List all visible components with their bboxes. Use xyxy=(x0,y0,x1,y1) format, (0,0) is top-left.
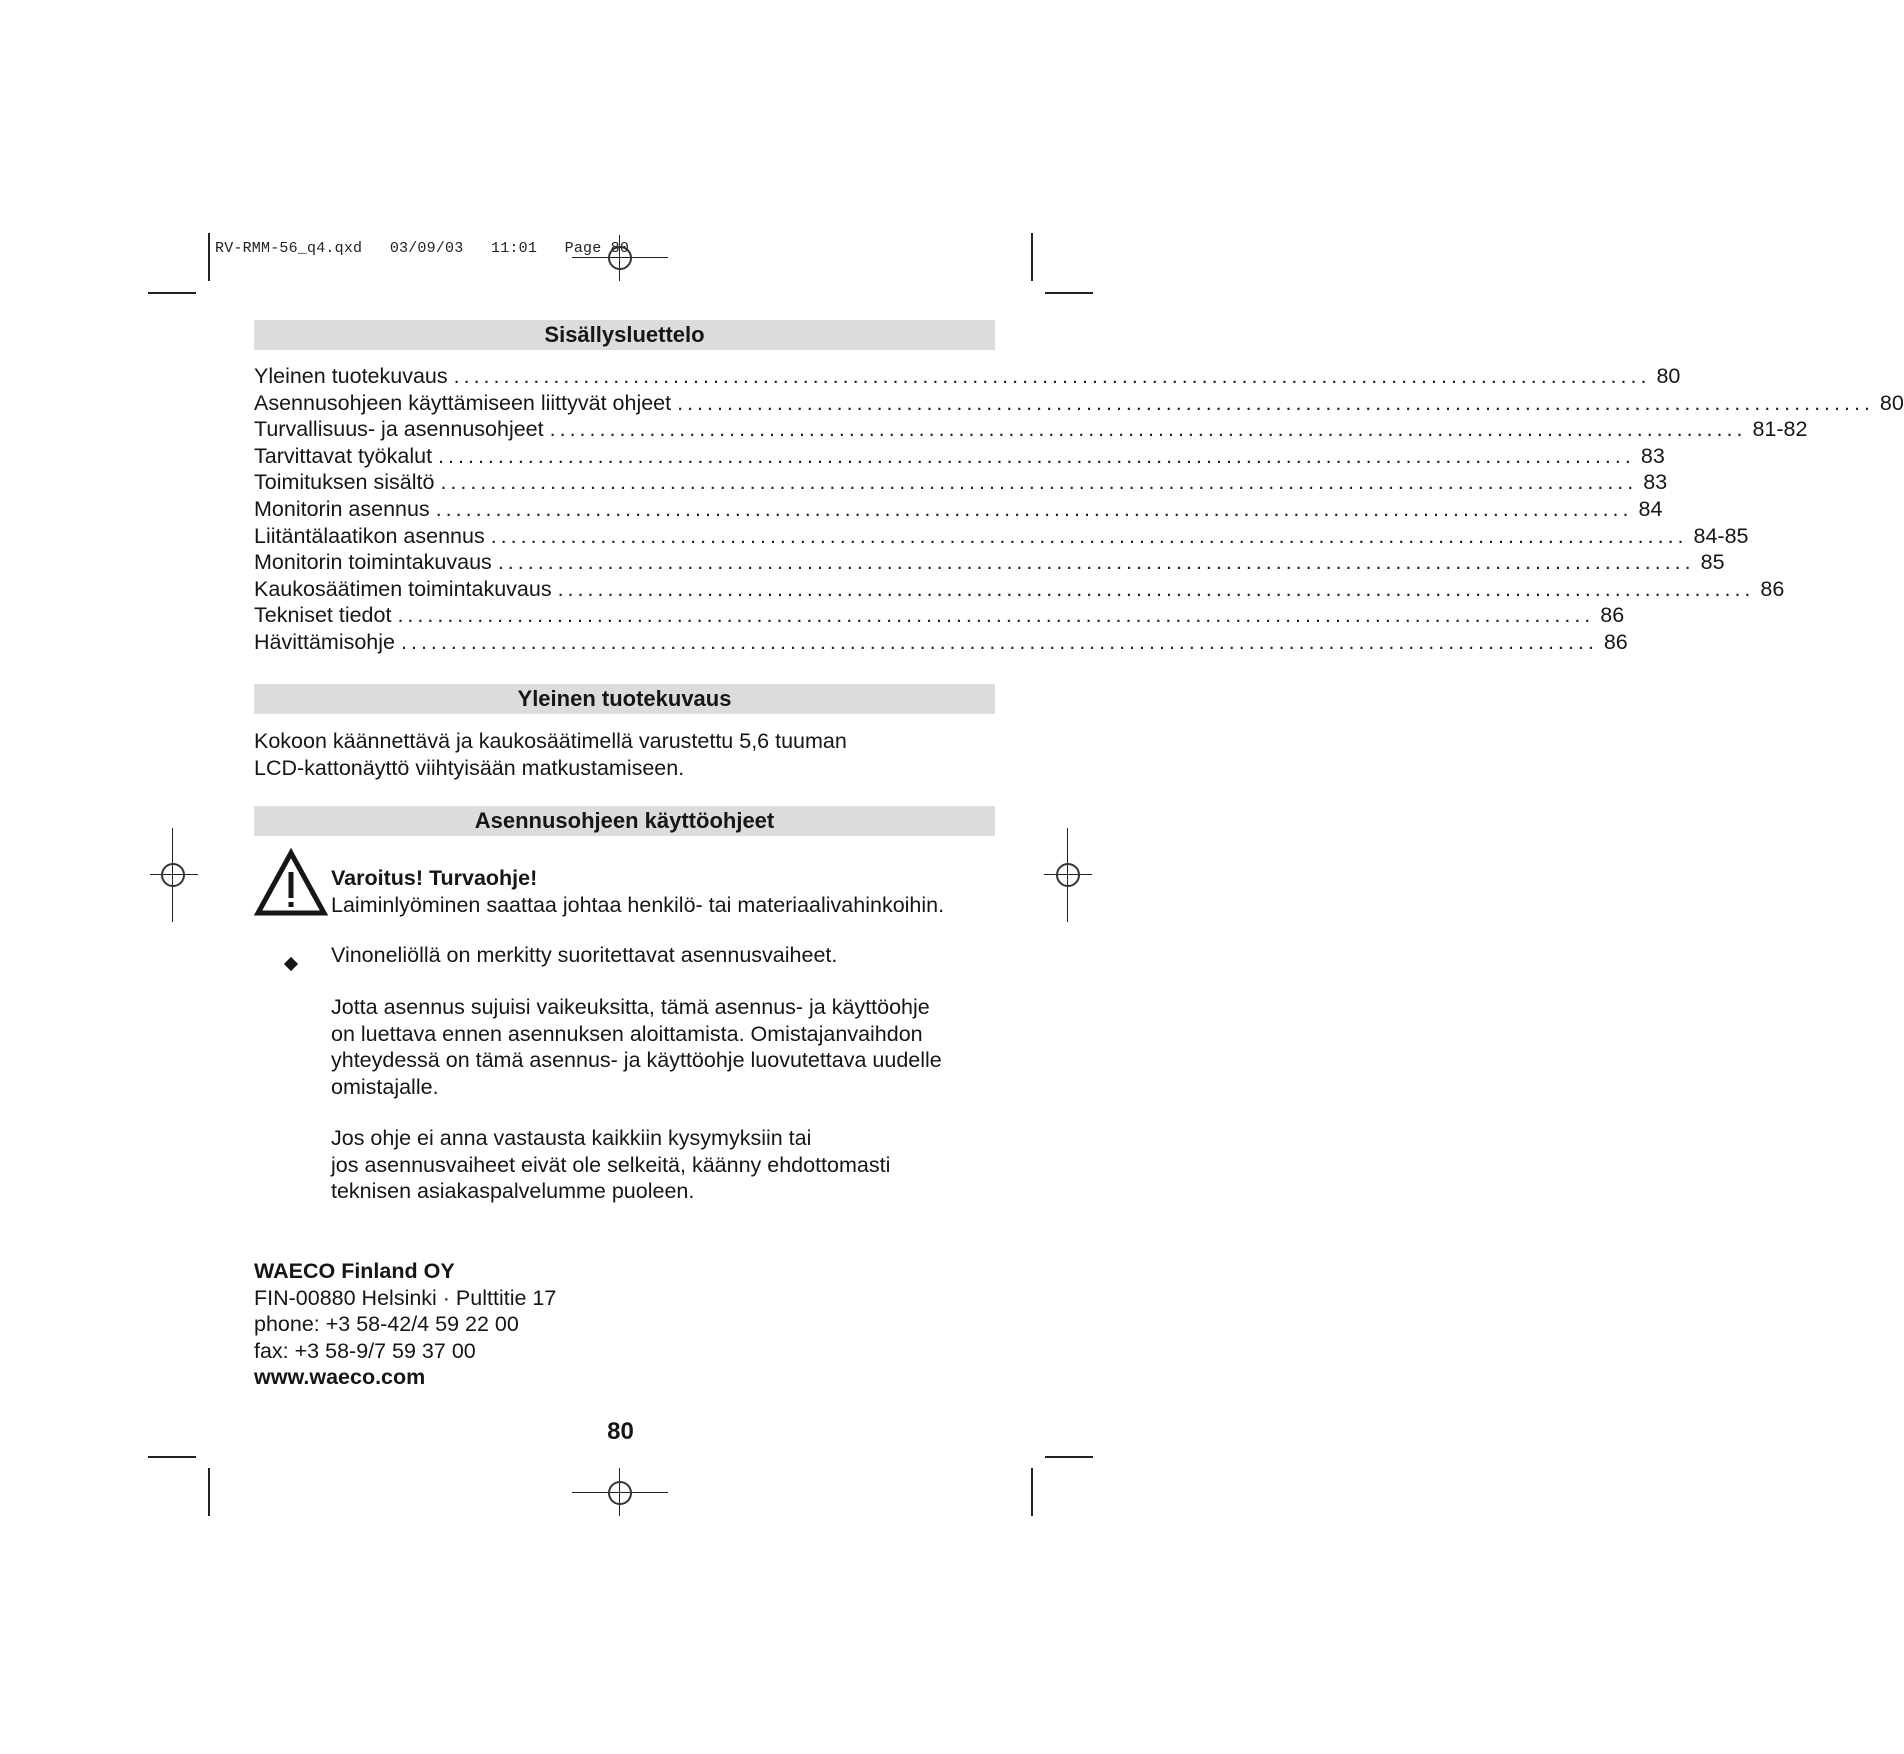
crop-mark-top-left-v xyxy=(208,233,210,281)
toc-entry xyxy=(254,629,1628,657)
toc-leader-dots: ........................................................................................................................ xyxy=(453,364,1651,388)
crop-mark-top-right-v xyxy=(1031,233,1033,281)
toc-leader-dots: ........................................................................................................................ xyxy=(497,550,1695,575)
toc-entry xyxy=(254,523,1749,551)
toc-entry xyxy=(254,576,1785,604)
toc-entry-title: Monitorin asennus xyxy=(254,496,430,521)
contact-block xyxy=(254,1258,754,1391)
toc-leader-dots: ........................................................................................................................ xyxy=(435,496,1633,521)
toc-entry-page: 86 xyxy=(1760,576,1785,601)
toc-entry xyxy=(254,470,1668,497)
toc-entry xyxy=(254,364,1681,391)
toc-entry-title: Liitäntälaatikon asennus xyxy=(254,523,485,548)
toc-entry-page: 84-85 xyxy=(1693,523,1749,548)
toc-entry-page: 85 xyxy=(1700,550,1725,575)
paragraph-line: Jotta asennus sujuisi vaikeuksitta, tämä asennus- ja käyttöohje xyxy=(331,995,930,1019)
toc-heading: Sisällysluettelo xyxy=(254,320,995,350)
toc-entry xyxy=(254,603,1625,630)
crop-mark-bottom-right-v xyxy=(1031,1468,1033,1516)
toc-entry-title: Toimituksen sisältö xyxy=(254,470,435,495)
paragraph-line: on luettava ennen asennuksen aloittamista. Omistajanvaihdon xyxy=(331,1021,923,1046)
toc-entry xyxy=(254,550,1725,577)
toc-entry-title: Hävittämisohje xyxy=(254,629,395,654)
warning-block xyxy=(331,865,1011,918)
toc-entry-title: Tarvittavat työkalut xyxy=(254,443,433,468)
toc-entry xyxy=(254,417,1808,444)
toc-leader-dots: ........................................................................................................................ xyxy=(490,523,1688,548)
toc-entry-page: 84 xyxy=(1638,496,1663,521)
instructions-heading: Asennusohjeen käyttöohjeet xyxy=(254,806,995,836)
toc-leader-dots: ........................................................................................................................ xyxy=(440,470,1638,495)
toc-entry-page: 86 xyxy=(1600,603,1625,628)
company-name: WAECO Finland OY xyxy=(254,1259,455,1283)
toc-leader-dots: ........................................................................................................................ xyxy=(549,417,1747,442)
crop-mark-top-left-h xyxy=(148,292,196,294)
toc-entry-page: 83 xyxy=(1643,470,1668,495)
toc-entry-title: Kaukosäätimen toimintakuvaus xyxy=(254,576,552,601)
company-website: www.waeco.com xyxy=(254,1365,426,1389)
crop-mark-bottom-left-h xyxy=(148,1456,196,1458)
company-fax: fax: +3 58-9/7 59 37 00 xyxy=(254,1338,476,1363)
warning-title: Varoitus! Turvaohje! xyxy=(331,866,538,890)
registration-mark-left-circle xyxy=(161,863,185,887)
crop-mark-bottom-left-v xyxy=(208,1468,210,1516)
page-number: 80 xyxy=(607,1418,634,1445)
toc-entry-page: 80 xyxy=(1656,364,1681,388)
company-address: FIN-00880 Helsinki · Pulttitie 17 xyxy=(254,1285,557,1310)
toc-entry-title: Yleinen tuotekuvaus xyxy=(254,364,448,388)
toc-leader-dots: ........................................................................................................................ xyxy=(677,390,1874,415)
toc-entry-page: 83 xyxy=(1640,443,1665,468)
bullet-text: Vinoneliöllä on merkitty suoritettavat asennusvaiheet. xyxy=(331,943,838,967)
general-line-1: Kokoon käännettävä ja kaukosäätimellä varustettu 5,6 tuuman xyxy=(254,729,847,753)
toc-entry-page: 80 xyxy=(1879,390,1904,415)
general-line-2: LCD-kattonäyttö viihtyisään matkustamiseen. xyxy=(254,755,685,780)
toc-leader-dots: ........................................................................................................................ xyxy=(438,443,1635,468)
paragraph-line: jos asennusvaiheet eivät ole selkeitä, käänny ehdottomasti xyxy=(331,1152,891,1177)
print-slug: RV-RMM-56_q4.qxd 03/09/03 11:01 Page 80 xyxy=(215,240,630,257)
crop-mark-bottom-right-h xyxy=(1045,1456,1093,1458)
toc-leader-dots: ........................................................................................................................ xyxy=(401,629,1598,654)
toc-entry-page: 86 xyxy=(1603,629,1628,654)
instructions-paragraph-1 xyxy=(331,994,1011,1100)
toc-entry-title: Monitorin toimintakuvaus xyxy=(254,550,492,575)
toc-list xyxy=(254,364,1904,657)
paragraph-line: Jos ohje ei anna vastausta kaikkiin kysymyksiin tai xyxy=(331,1126,812,1150)
toc-entry-page: 81-82 xyxy=(1752,417,1808,442)
toc-entry xyxy=(254,390,1904,418)
instructions-paragraph-2 xyxy=(331,1125,1011,1205)
crop-mark-top-right-h xyxy=(1045,292,1093,294)
toc-leader-dots: ........................................................................................................................ xyxy=(397,603,1595,628)
registration-mark-bottom-circle xyxy=(608,1481,632,1505)
registration-mark-right-circle xyxy=(1056,863,1080,887)
company-phone: phone: +3 58-42/4 59 22 00 xyxy=(254,1312,519,1336)
general-description xyxy=(254,728,994,781)
paragraph-line: teknisen asiakaspalvelumme puoleen. xyxy=(331,1179,695,1203)
toc-leader-dots: ........................................................................................................................ xyxy=(557,576,1755,601)
paragraph-line: omistajalle. xyxy=(331,1074,439,1099)
toc-entry xyxy=(254,496,1663,524)
toc-entry-title: Asennusohjeen käyttämiseen liittyvät ohjeet xyxy=(254,390,672,415)
diamond-bullet-icon xyxy=(284,957,298,971)
warning-triangle-icon xyxy=(255,850,327,916)
toc-entry-title: Turvallisuus- ja asennusohjeet xyxy=(254,417,544,442)
warning-text: Laiminlyöminen saattaa johtaa henkilö- tai materiaalivahinkoihin. xyxy=(331,892,945,917)
paragraph-line: yhteydessä on tämä asennus- ja käyttöohje luovutettava uudelle xyxy=(331,1048,942,1072)
general-heading: Yleinen tuotekuvaus xyxy=(254,684,995,714)
toc-entry-title: Tekniset tiedot xyxy=(254,603,392,628)
toc-entry xyxy=(254,443,1665,471)
